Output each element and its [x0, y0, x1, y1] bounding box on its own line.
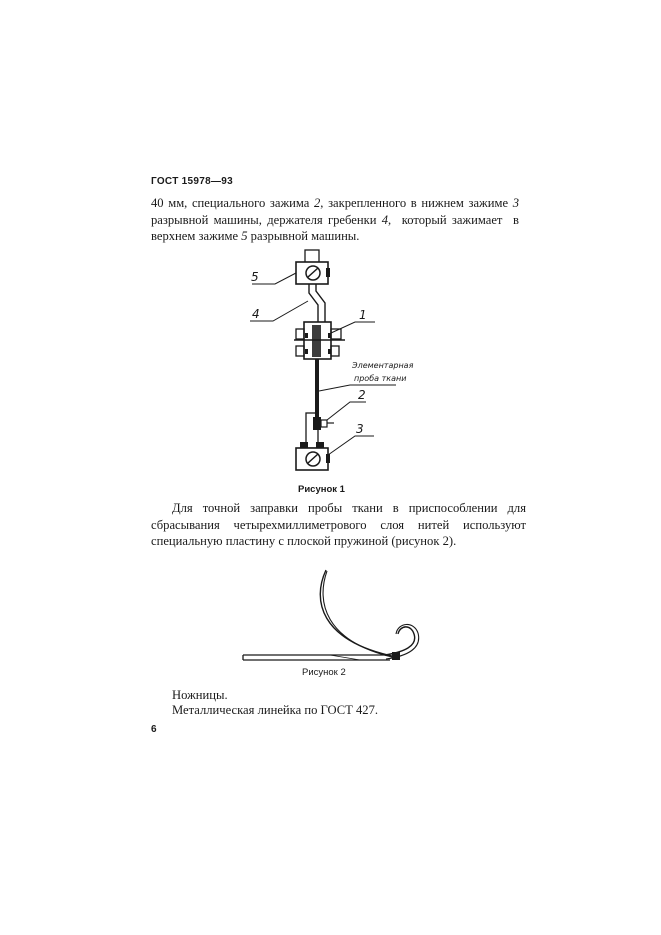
label-1: 1: [359, 308, 367, 322]
label-3: 3: [356, 422, 364, 436]
document-header: ГОСТ 15978—93: [151, 176, 234, 187]
page-number: 6: [151, 724, 157, 735]
lower-clamp-3: [296, 442, 330, 470]
upper-clamp-5: [296, 262, 330, 284]
special-clamp-2: [313, 417, 334, 430]
comb-holder-1: [294, 322, 345, 359]
label-sample-line1: Элементарная: [352, 361, 414, 370]
figure-1-caption: Рисунок 1: [298, 484, 345, 495]
label-4: 4: [252, 307, 260, 321]
figure-2-drawing: [243, 570, 419, 660]
paragraph-intro: 40 мм, специального зажима 2, закрепленного в нижнем зажиме 3 разрывной машины, держателя гребенки 4, который зажимает в верхнем зажиме 5 разрывной машины.: [151, 196, 519, 243]
figure-2-caption: Рисунок 2: [302, 667, 346, 678]
paragraph-plate: Для точной заправки пробы ткани в приспособлении для сбрасывания четырехмиллиметрового слоя нитей используют специальную пластину с плоской пружиной (рисунок 2).: [151, 501, 526, 548]
label-5: 5: [251, 270, 259, 284]
list-item-scissors: Ножницы.: [172, 688, 228, 702]
label-sample-line2: проба ткани: [354, 374, 407, 383]
list-item-ruler: Металлическая линейка по ГОСТ 427.: [172, 703, 379, 717]
label-2: 2: [358, 388, 366, 402]
